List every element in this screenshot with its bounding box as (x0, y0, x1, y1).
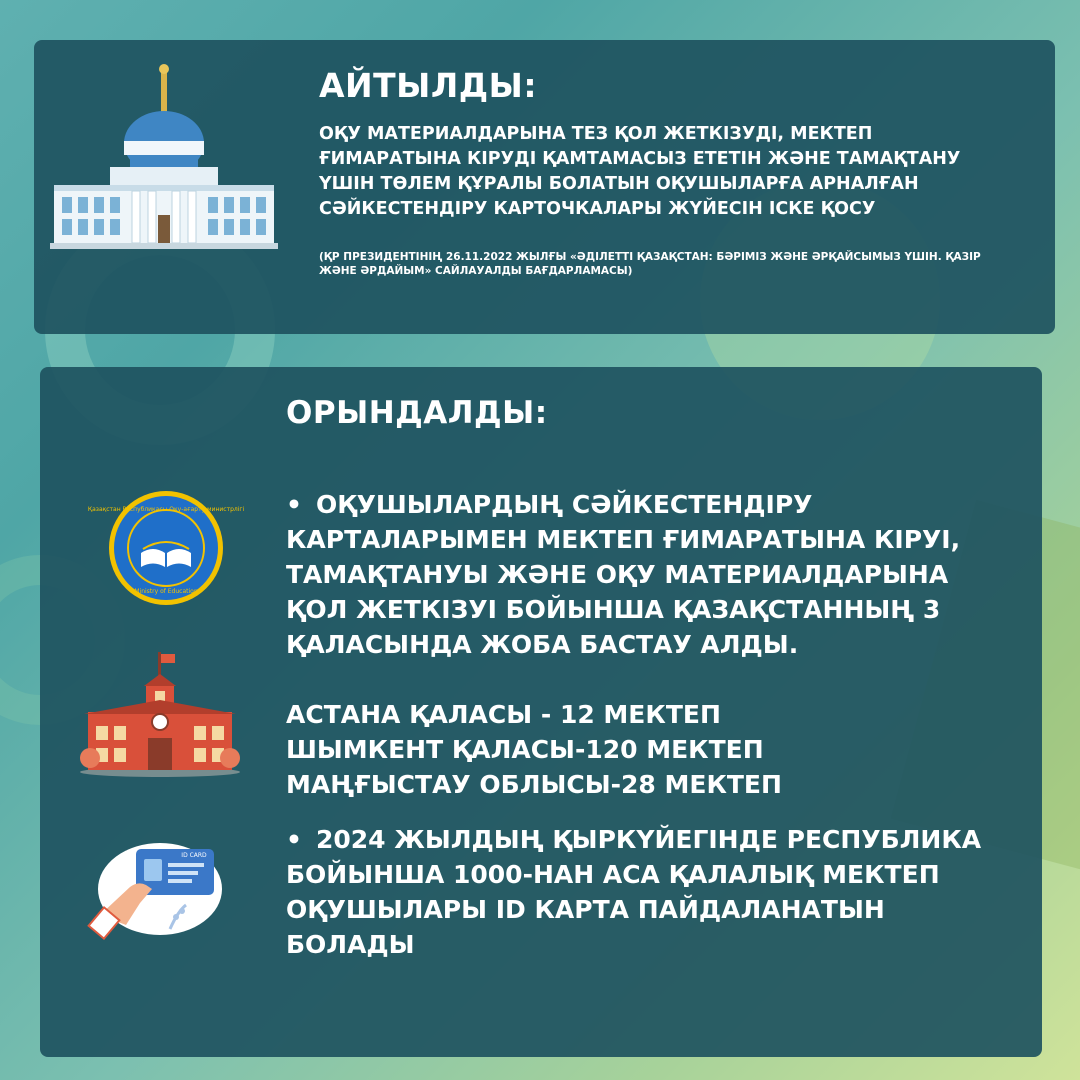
city-shymkent: ШЫМКЕНТ ҚАЛАСЫ-120 МЕКТЕП (286, 735, 764, 764)
completed-item-1-text: ОҚУШЫЛАРДЫҢ СӘЙКЕСТЕНДІРУ КАРТАЛАРЫМЕН МЕКТЕП ҒИМАРАТЫНА КІРУІ, ТАМАҚТАНУЫ ЖӘНЕ ОҚУ МАТЕРИАЛДАРЫНА ҚОЛ ЖЕТКІЗУІ БОЙЫНША ҚАЗАҚСТАННЫҢ 3 ҚАЛАСЫНДА ЖОБА БАСТАУ АЛДЫ. (286, 490, 961, 659)
city-astana: АСТАНА ҚАЛАСЫ - 12 МЕКТЕП (286, 700, 721, 729)
bullet-icon: • (286, 825, 302, 854)
bullet-icon: • (286, 490, 302, 519)
ministry-seal-icon (87, 489, 245, 607)
announced-text: ОҚУ МАТЕРИАЛДАРЫНА ТЕЗ ҚОЛ ЖЕТКІЗУДІ, МЕКТЕП ҒИМАРАТЫНА КІРУДІ ҚАМТАМАСЫЗ ЕТЕТІН ЖӘНЕ ТАМАҚТАНУ ҮШІН ТӨЛЕМ ҚҰРАЛЫ БОЛАТЫН ОҚУШЫЛАРҒА АРНАЛҒАН СӘЙКЕСТЕНДІРУ КАРТОЧКАЛАРЫ ЖҮЙЕСІН ІСКЕ ҚОСУ (319, 124, 961, 219)
city-mangystau: МАҢҒЫСТАУ ОБЛЫСЫ-28 МЕКТЕП (286, 770, 782, 799)
seal-text-top: Қазақстан Республикасы Оқу-ағарту министрлігі (87, 506, 245, 513)
completed-item-2 (286, 822, 1016, 962)
source-note: (ҚР ПРЕЗИДЕНТІНІҢ 26.11.2022 ЖЫЛҒЫ «ӘДІЛЕТТІ ҚАЗАҚСТАН: БӘРІМІЗ ЖӘНЕ ӘРҚАЙСЫМЫЗ ҮШІН. ҚАЗІР ЖӘНЕ ӘРДАЙЫМ» САЙЛАУАЛДЫ БАҒДАРЛАМАСЫ) (319, 251, 981, 277)
completed-heading: ОРЫНДАЛДЫ: (286, 395, 548, 431)
completed-item-2-text: 2024 ЖЫЛДЫҢ ҚЫРКҮЙЕГІНДЕ РЕСПУБЛИКА БОЙЫНША 1000-НАН АСА ҚАЛАЛЫҚ МЕКТЕП ОҚУШЫЛАРЫ ID КАРТА ПАЙДАЛАНАТЫН БОЛАДЫ (286, 825, 982, 959)
announced-heading: АЙТЫЛДЫ: (319, 66, 538, 105)
announced-panel (34, 40, 1055, 334)
cities-list (286, 697, 1016, 802)
seal-text-bottom: Ministry of Education (134, 588, 198, 595)
hand-id-card-icon (90, 837, 220, 937)
school-building-icon (80, 652, 240, 777)
government-palace-icon (50, 65, 278, 250)
completed-item-1 (286, 487, 1016, 662)
completed-panel (40, 367, 1042, 1057)
card-label: ID CARD (181, 852, 207, 859)
